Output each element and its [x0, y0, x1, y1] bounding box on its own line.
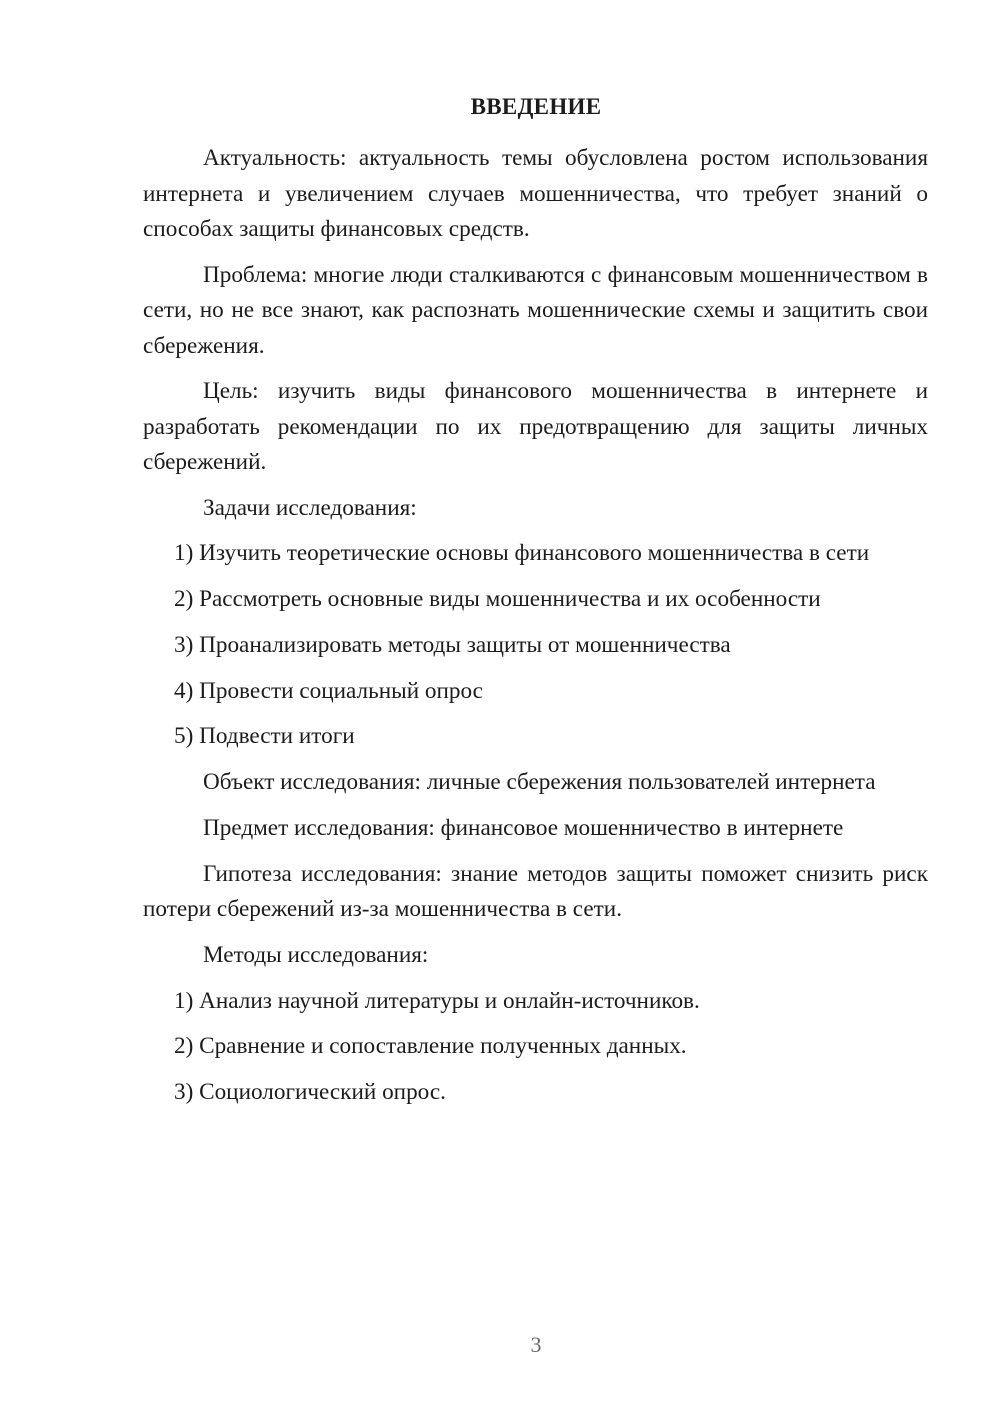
page-title: ВВЕДЕНИЕ — [470, 94, 602, 119]
task-item-4: 4) Провести социальный опрос — [174, 677, 483, 704]
relevance-paragraph: Актуальность: актуальность темы обусловлена ростом использования интернета и увеличением случаев мошенничества, что требует знаний о способах защиты финансовых средств. — [143, 145, 928, 242]
task-item-1: 1) Изучить теоретические основы финансового мошенничества в сети — [174, 540, 870, 567]
task-item-3: 3) Проанализировать методы защиты от мошенничества — [174, 631, 731, 658]
methods-heading: Методы исследования: — [203, 941, 429, 968]
page-number: 3 — [530, 1332, 542, 1357]
method-item-2: 2) Сравнение и сопоставление полученных данных. — [174, 1033, 687, 1060]
object-paragraph: Объект исследования: личные сбережения пользователей интернета — [203, 769, 876, 796]
problem-paragraph: Проблема: многие люди сталкиваются с финансовым мошенничеством в сети, но не все знают, как распознать мошеннические схемы и защитить свои сбережения. — [143, 261, 928, 359]
method-item-1: 1) Анализ научной литературы и онлайн-источников. — [174, 987, 700, 1014]
goal-paragraph: Цель: изучить виды финансового мошенничества в интернете и разработать рекомендации по их предотвращению для защиты личных сбережений. — [143, 378, 928, 475]
task-item-2: 2) Рассмотреть основные виды мошенничества и их особенности — [174, 586, 821, 613]
method-item-3: 3) Социологический опрос. — [174, 1079, 446, 1106]
tasks-heading: Задачи исследования: — [203, 494, 417, 521]
subject-paragraph: Предмет исследования: финансовое мошенничество в интернете — [203, 815, 844, 842]
document-body — [143, 141, 928, 1121]
hypothesis-paragraph: Гипотеза исследования: знание методов защиты поможет снизить риск потери сбережений из-за мошенничества в сети. — [143, 860, 928, 923]
task-item-5: 5) Подвести итоги — [174, 723, 355, 750]
